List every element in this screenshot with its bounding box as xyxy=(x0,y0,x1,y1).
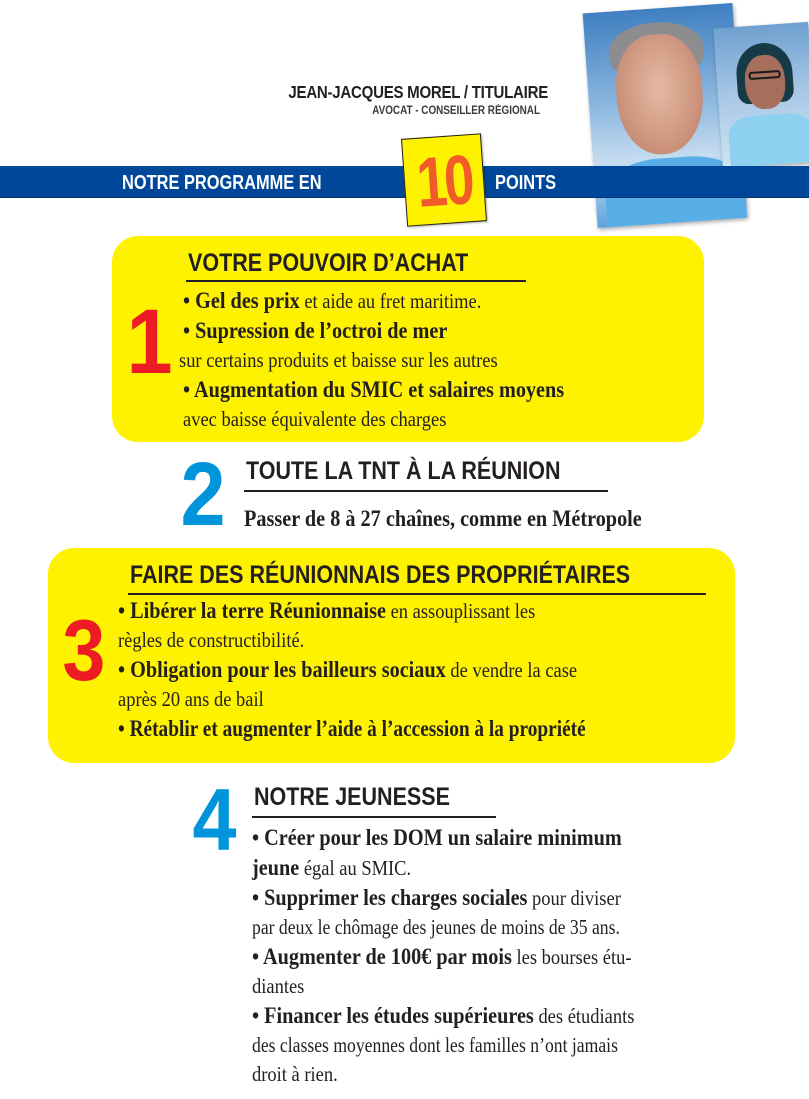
regular-text: avec baisse équivalente des charges xyxy=(183,407,447,431)
regular-text: diantes xyxy=(252,974,305,998)
point-4-line xyxy=(252,913,687,942)
bold-text: • Augmentation du SMIC et salaires moyens xyxy=(183,377,565,402)
point-4-line xyxy=(252,972,708,1001)
bold-text: • Financer les études supérieures xyxy=(252,1003,534,1028)
point-1-number: 1 xyxy=(126,291,173,393)
bold-text: jeune xyxy=(252,855,300,880)
regular-text: droit à rien. xyxy=(252,1062,338,1086)
bold-text: • Rétablir et augmenter l’aide à l’accession à la propriété xyxy=(118,716,586,741)
point-3-line xyxy=(118,714,630,744)
regular-text: et aide au fret maritime. xyxy=(299,289,482,313)
regular-text: par deux le chômage des jeunes de moins de 35 ans. xyxy=(252,915,620,939)
point-1-text xyxy=(179,286,703,434)
point-3-line xyxy=(118,685,655,714)
point-3-line xyxy=(118,655,655,685)
point-1-heading: VOTRE POUVOIR D’ACHAT xyxy=(188,249,469,277)
regular-text: en assouplissant les xyxy=(385,599,536,623)
point-3-line xyxy=(118,596,655,626)
ten-points-number: 10 xyxy=(414,140,474,222)
bold-text: Passer de 8 à 27 chaînes, comme en Métropole xyxy=(244,506,642,531)
point-1-line xyxy=(183,375,641,405)
point-4-underline xyxy=(252,816,496,818)
point-3-text xyxy=(118,596,728,744)
banner-title-left: NOTRE PROGRAMME EN xyxy=(122,172,322,194)
candidate-role: AVOCAT - CONSEILLER RÉGIONAL xyxy=(372,105,540,117)
point-4-line xyxy=(252,942,708,972)
regular-text: sur certains produits et baisse sur les autres xyxy=(179,348,498,372)
point-4-number: 4 xyxy=(192,770,237,869)
point-3-underline xyxy=(128,593,706,595)
bold-text: • Obligation pour les bailleurs sociaux xyxy=(118,657,446,682)
bold-text: • Libérer la terre Réunionnaise xyxy=(118,598,386,623)
point-3-number: 3 xyxy=(62,603,106,699)
point-2-line xyxy=(244,504,702,534)
point-4-line xyxy=(252,1031,687,1060)
regular-text: des étudiants xyxy=(533,1004,635,1028)
point-2-number: 2 xyxy=(180,445,226,545)
bold-text: • Augmenter de 100€ par mois xyxy=(252,944,512,969)
point-1-line xyxy=(183,316,641,346)
candidate-name: JEAN-JACQUES MOREL / TITULAIRE xyxy=(288,82,548,102)
regular-text: les bourses étu- xyxy=(511,945,632,969)
regular-text: règles de constructibilité. xyxy=(118,628,305,652)
ten-points-badge xyxy=(401,133,487,226)
point-4-line xyxy=(252,853,708,883)
point-4-line xyxy=(252,1001,708,1031)
point-1-line xyxy=(179,346,640,375)
point-1-line xyxy=(183,405,641,434)
point-3-line xyxy=(118,626,655,655)
regular-text: de vendre la case xyxy=(445,658,578,682)
banner-title-right: POINTS xyxy=(495,172,557,194)
bold-text: • Créer pour les DOM un salaire minimum xyxy=(252,825,622,850)
point-3-heading: FAIRE DES RÉUNIONNAIS DES PROPRIÉTAIRES xyxy=(130,561,631,589)
regular-text: après 20 ans de bail xyxy=(118,687,264,711)
point-4-line xyxy=(252,823,708,853)
point-1-underline xyxy=(186,280,526,282)
regular-text: des classes moyennes dont les familles n’ont jamais xyxy=(252,1033,618,1057)
point-4-line xyxy=(252,883,708,913)
point-1-line xyxy=(183,286,641,316)
regular-text: pour diviser xyxy=(527,886,621,910)
point-2-underline xyxy=(244,490,608,492)
point-2-heading: TOUTE LA TNT À LA RÉUNION xyxy=(246,457,561,485)
candidate-photo-woman xyxy=(713,22,809,168)
point-4-line xyxy=(252,1060,708,1089)
bold-text: • Gel des prix xyxy=(183,288,300,313)
regular-text: égal au SMIC. xyxy=(299,856,412,880)
point-2-text xyxy=(244,504,764,534)
point-4-text xyxy=(252,823,770,1089)
bold-text: • Supprimer les charges sociales xyxy=(252,885,528,910)
point-4-heading: NOTRE JEUNESSE xyxy=(254,783,450,811)
bold-text: • Supression de l’octroi de mer xyxy=(183,318,448,343)
dress-shape xyxy=(727,112,809,168)
